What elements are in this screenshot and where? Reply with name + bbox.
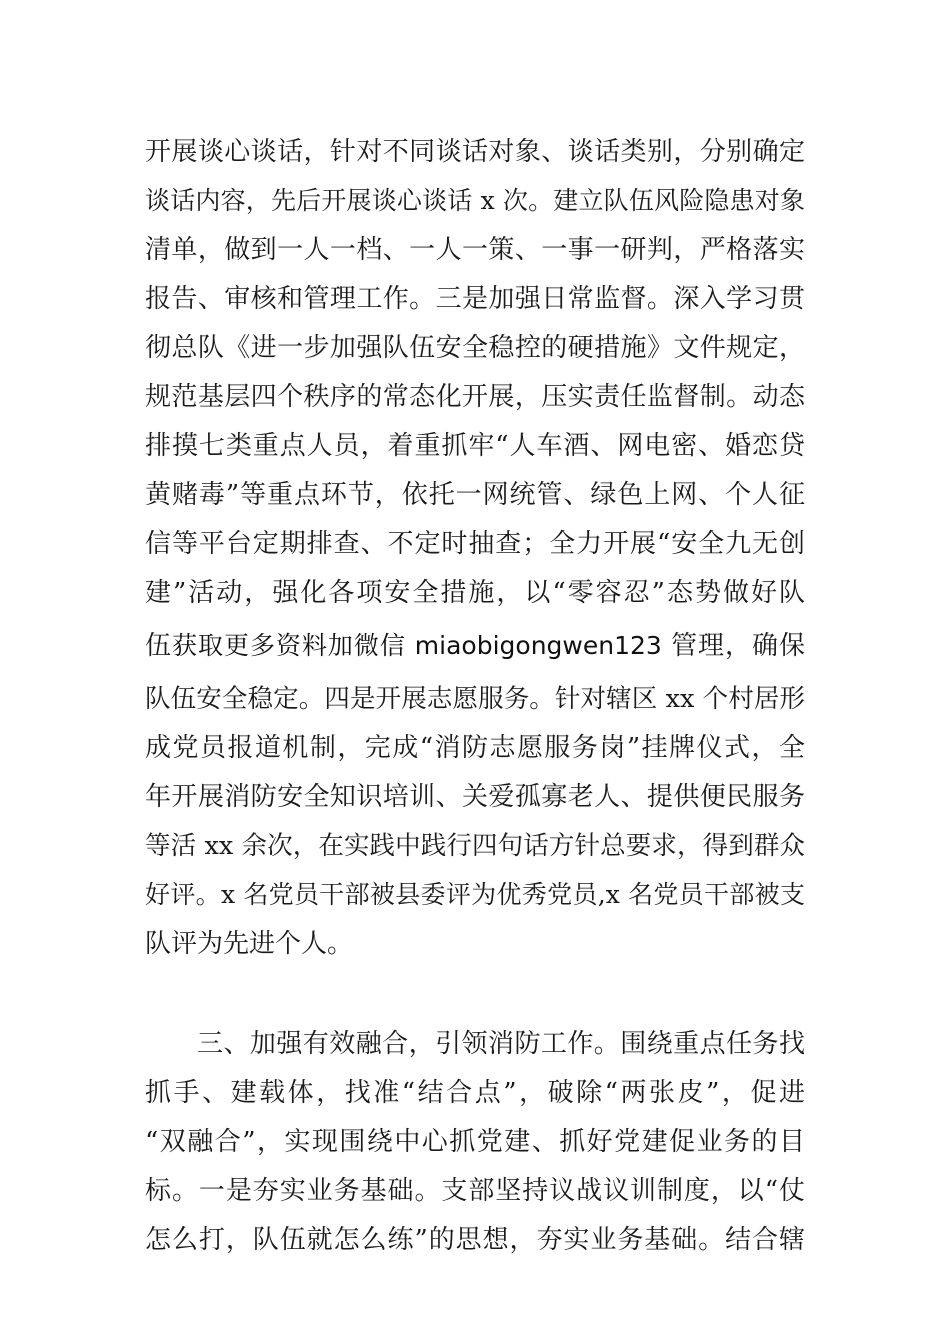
body-text-line: 队伍安全稳定。四是开展志愿服务。针对辖区 xx 个村居形 [145,684,805,714]
body-text-line: 黄赌毒”等重点环节，依托一网统管、绿色上网、个人征 [145,480,805,510]
body-text-line: 规范基层四个秩序的常态化开展，压实责任监督制。动态 [145,382,805,412]
body-text-line: 标。一是夯实业务基础。支部坚持议战议训制度，以“仗 [145,1176,805,1206]
body-text-line: 信等平台定期排查、不定时抽查；全力开展“安全九无创 [145,529,805,559]
body-text-line: 队评为先进个人。 [145,929,354,959]
body-text-line: 等活 xx 余次，在实践中践行四句话方针总要求，得到群众 [145,831,805,861]
body-text-line: 建”活动，强化各项安全措施，以“零容忍”态势做好队 [145,578,805,608]
body-text-line: 谈话内容，先后开展谈心谈话 x 次。建立队伍风险隐患对象 [145,186,805,215]
body-text-fragment: 管理，确保 [661,631,805,661]
body-text-line: 抓手、建载体，找准“结合点”，破除“两张皮”，促进 [145,1078,805,1108]
body-text-fragment: 伍 [145,631,172,661]
paragraph-first-line: 三、加强有效融合，引领消防工作。围绕重点任务找 [197,1029,805,1059]
body-text-line: “双融合”，实现围绕中心抓党建、抓好党建促业务的目 [145,1127,805,1157]
body-text-line: 排摸七类重点人员，着重抓牢“人车酒、网电密、婚恋贷 [145,431,805,461]
watermark-text: 获取更多资料加微信 miaobigongwen123 [172,631,662,660]
body-text-line: 报告、审核和管理工作。三是加强日常监督。深入学习贯 [145,284,805,314]
body-text-line: 清单，做到一人一档、一人一策、一事一研判，严格落实 [145,235,805,265]
body-text-line-with-watermark [145,626,805,666]
body-text-line: 怎么打，队伍就怎么练”的思想，夯实业务基础。结合辖 [145,1225,805,1255]
body-text-line: 开展谈心谈话，针对不同谈话对象、谈话类别，分别确定 [145,137,805,167]
body-text-line: 年开展消防安全知识培训、关爱孤寡老人、提供便民服务 [145,782,805,812]
body-text-line: 好评。x 名党员干部被县委评为优秀党员,x 名党员干部被支 [145,880,805,909]
body-text-line: 彻总队《进一步加强队伍安全稳控的硬措施》文件规定， [145,333,805,363]
body-text-line: 成党员报道机制，完成“消防志愿服务岗”挂牌仪式，全 [145,733,805,763]
